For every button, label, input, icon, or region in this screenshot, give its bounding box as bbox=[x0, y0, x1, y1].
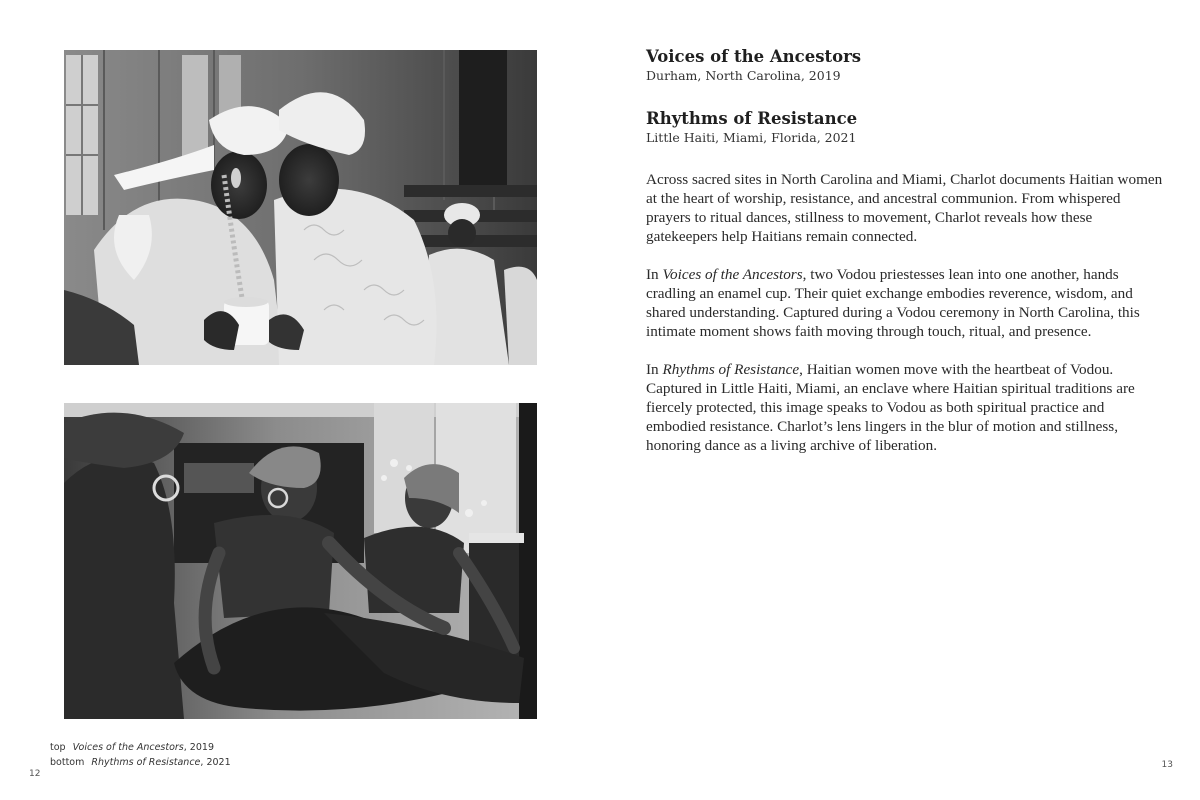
page-number-right: 13 bbox=[1161, 760, 1173, 770]
photo-bottom-image bbox=[64, 403, 537, 719]
photo-captions bbox=[50, 740, 231, 770]
caption-top-title: Voices of the Ancestors bbox=[72, 742, 184, 753]
photo-voices-of-the-ancestors bbox=[64, 50, 537, 365]
body-paragraph-2-pre: In bbox=[646, 266, 663, 283]
photo-top-image bbox=[64, 50, 537, 365]
text-column bbox=[646, 46, 1166, 455]
work-title-2: Rhythms of Resistance bbox=[646, 109, 858, 128]
body-paragraph-1: Across sacred sites in North Carolina and Miami, Charlot documents Haitian women at the heart of worship, resistance, and ancestral communion. From whispered prayers to ritual dances, stillness to movement, Charlot reveals how these gatekeepers help Haitians remain connected. bbox=[646, 171, 1163, 245]
work-place-1: Durham, North Carolina, 2019 bbox=[646, 68, 841, 83]
page-number-left: 12 bbox=[29, 769, 41, 779]
caption-top-position: top bbox=[50, 742, 66, 753]
body-paragraph-3 bbox=[646, 360, 1166, 455]
caption-top-year: , 2019 bbox=[183, 742, 214, 753]
caption-top bbox=[50, 740, 231, 755]
body-paragraph-3-pre: In bbox=[646, 361, 663, 378]
work-place-2: Little Haiti, Miami, Florida, 2021 bbox=[646, 130, 857, 145]
photo-rhythms-of-resistance bbox=[64, 403, 537, 719]
body-paragraph-3-post: , Haitian women move with the heartbeat of Vodou. Captured in Little Haiti, Miami, an enclave where Haitian spiritual traditions are fiercely protected, this image speaks to Vodou as both spiritual practice and embodied resistance. Charlot’s lens lingers in the blur of motion and stillness, honoring dance as a living archive of liberation. bbox=[646, 361, 1135, 454]
caption-bottom-position: bottom bbox=[50, 757, 85, 768]
caption-bottom-year: , 2021 bbox=[200, 757, 231, 768]
body-paragraph-2-post: , two Vodou priestesses lean into one another, hands cradling an enamel cup. Their quiet exchange embodies reverence, wisdom, and shared understanding. Captured during a Vodou ceremony in North Carolina, this intimate moment shows faith moving through touch, ritual, and presence. bbox=[646, 266, 1140, 340]
body-paragraph-2-title: Voices of the Ancestors bbox=[662, 266, 803, 283]
body-paragraph-2 bbox=[646, 265, 1166, 341]
caption-bottom-title: Rhythms of Resistance bbox=[91, 757, 201, 768]
body-paragraph-3-title: Rhythms of Resistance bbox=[662, 361, 800, 378]
caption-bottom bbox=[50, 755, 231, 770]
work-title-1: Voices of the Ancestors bbox=[646, 47, 862, 66]
